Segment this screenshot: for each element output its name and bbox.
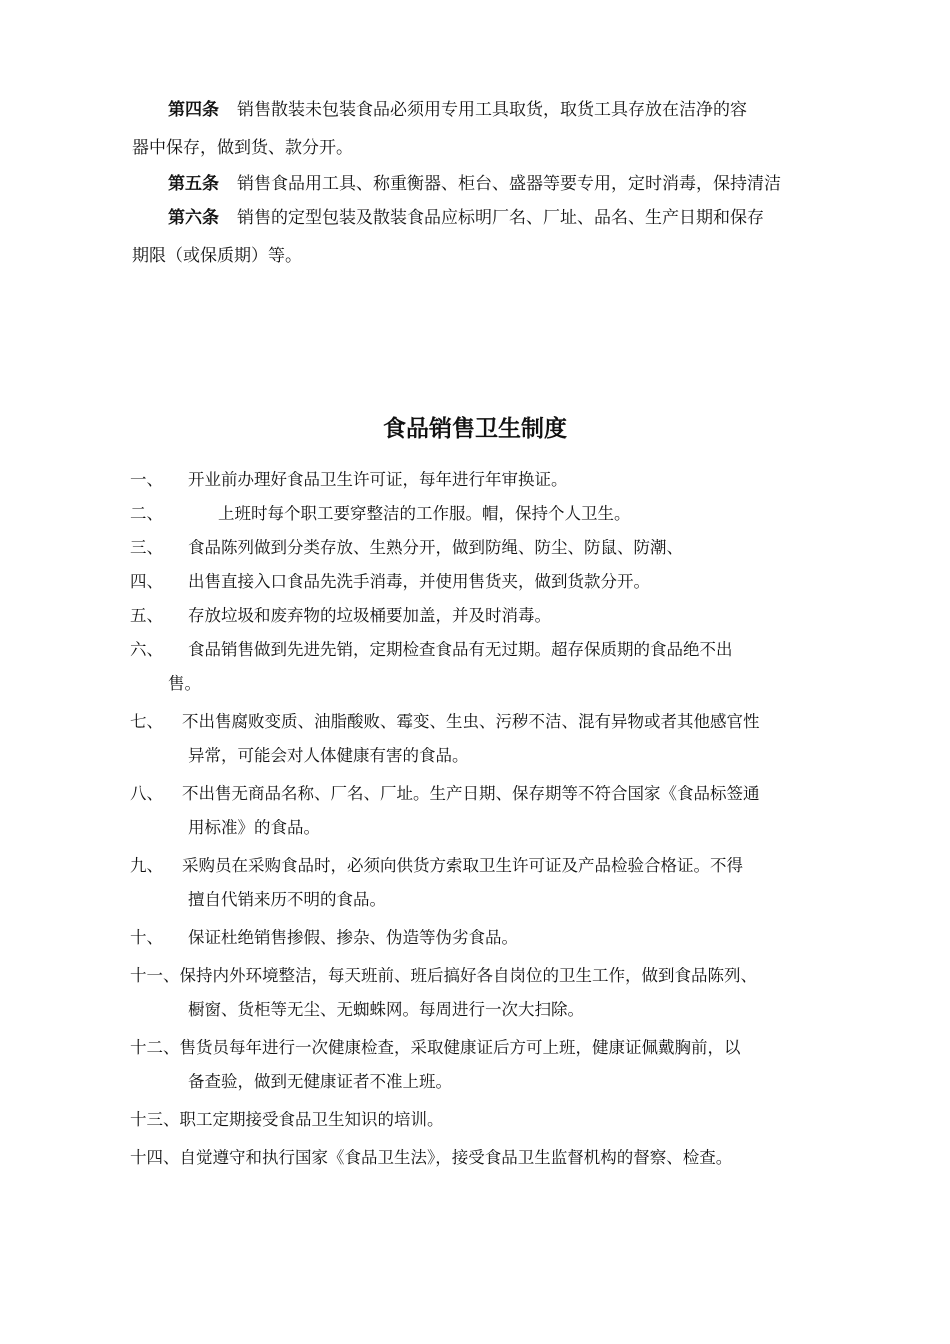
item-number: 三、 (130, 538, 163, 557)
list-item (130, 633, 830, 667)
list-item (130, 497, 830, 531)
list-item (130, 1103, 830, 1137)
article-4-line-1: 第四条 销售散装未包装食品必须用专用工具取货，取货工具存放在洁净的容 (168, 100, 747, 120)
list-item (130, 463, 830, 497)
regulation-list (130, 463, 830, 1175)
list-item-continuation: 用标准》的食品。 (188, 818, 320, 837)
item-number: 十二、 (130, 1038, 180, 1057)
list-item (130, 921, 830, 955)
item-text: 食品销售做到先进先销，定期检查食品有无过期。超存保质期的食品绝不出 (188, 640, 733, 659)
article-4-line-2: 器中保存，做到货、款分开。 (132, 138, 353, 158)
list-item (130, 705, 830, 739)
item-text: 不出售腐败变质、油脂酸败、霉变、生虫、污秽不洁、混有异物或者其他感官性 (182, 712, 760, 731)
article-5 (132, 165, 822, 203)
item-text: 上班时每个职工要穿整洁的工作服。帽，保持个人卫生。 (218, 504, 631, 523)
list-item-continuation: 备查验，做到无健康证者不准上班。 (188, 1072, 452, 1091)
item-text: 采购员在采购食品时，必须向供货方索取卫生许可证及产品检验合格证。不得 (182, 856, 743, 875)
article-6 (132, 199, 822, 275)
item-text: 售货员每年进行一次健康检查，采取健康证后方可上班，健康证佩戴胸前，以 (179, 1038, 741, 1057)
list-item (130, 849, 830, 883)
item-text: 保持内外环境整洁，每天班前、班后搞好各自岗位的卫生工作，做到食品陈列、 (179, 966, 757, 985)
list-item (130, 777, 830, 811)
item-text: 存放垃圾和废弃物的垃圾桶要加盖，并及时消毒。 (188, 606, 551, 625)
item-text: 不出售无商品名称、厂名、厂址。生产日期、保存期等不符合国家《食品标签通 (182, 784, 760, 803)
list-item (130, 959, 830, 993)
item-number: 七、 (130, 712, 163, 731)
list-item (130, 531, 830, 565)
item-number: 五、 (130, 606, 163, 625)
article-6-line-1: 第六条 销售的定型包装及散装食品应标明厂名、厂址、品名、生产日期和保存 (168, 208, 764, 228)
item-number: 十三、 (130, 1110, 180, 1129)
page-title: 食品销售卫生制度 (383, 416, 567, 442)
list-item (130, 1031, 830, 1065)
list-item-continuation: 异常，可能会对人体健康有害的食品。 (188, 746, 469, 765)
list-item-continuation: 售。 (168, 674, 201, 693)
article-label: 第五条 (168, 174, 219, 194)
list-item-continuation: 擅自代销来历不明的食品。 (188, 890, 386, 909)
item-number: 九、 (130, 856, 163, 875)
article-4 (132, 91, 822, 167)
item-number: 二、 (130, 504, 163, 523)
article-label: 第六条 (168, 208, 219, 228)
list-item (130, 565, 830, 599)
item-text: 开业前办理好食品卫生许可证，每年进行年审换证。 (188, 470, 568, 489)
article-6-line-2: 期限（或保质期）等。 (132, 246, 302, 266)
item-number: 八、 (130, 784, 163, 803)
list-item (130, 1141, 830, 1175)
item-number: 六、 (130, 640, 163, 659)
item-text: 职工定期接受食品卫生知识的培训。 (179, 1110, 444, 1129)
item-text: 出售直接入口食品先洗手消毒，并使用售货夹，做到货款分开。 (188, 572, 650, 591)
item-number: 一、 (130, 470, 163, 489)
item-number: 四、 (130, 572, 163, 591)
item-number: 十一、 (130, 966, 180, 985)
list-item (130, 599, 830, 633)
item-text: 保证杜绝销售掺假、掺杂、伪造等伪劣食品。 (188, 928, 518, 947)
list-item-continuation: 橱窗、货柜等无尘、无蜘蛛网。每周进行一次大扫除。 (188, 1000, 584, 1019)
item-text: 自觉遵守和执行国家《食品卫生法》，接受食品卫生监督机构的督察、检查。 (179, 1148, 733, 1167)
article-label: 第四条 (168, 100, 219, 120)
item-text: 食品陈列做到分类存放、生熟分开，做到防绳、防尘、防鼠、防潮、 (188, 538, 683, 557)
item-number: 十四、 (130, 1148, 180, 1167)
article-5-line-1: 第五条 销售食品用工具、称重衡器、柜台、盛器等要专用，定时消毒，保持清洁 (168, 174, 781, 194)
item-number: 十、 (130, 928, 163, 947)
